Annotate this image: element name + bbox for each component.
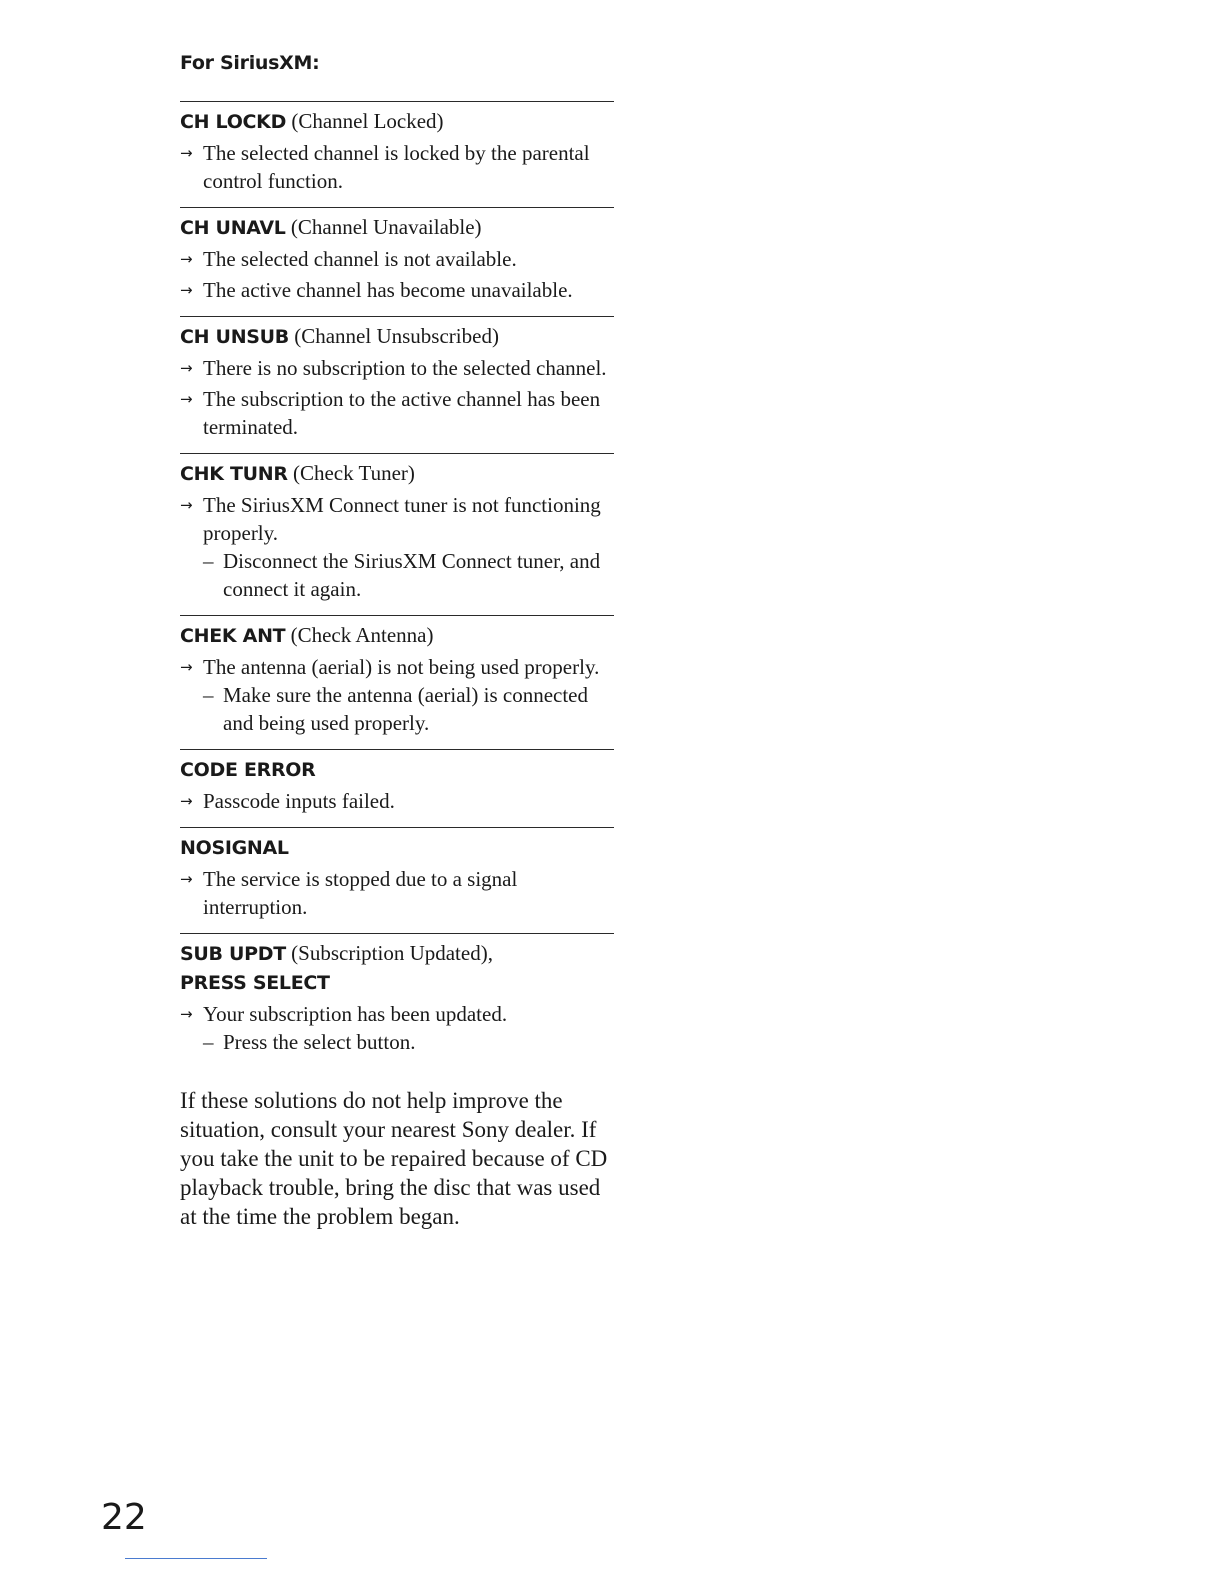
entry-title (180, 939, 614, 968)
entry-title (180, 213, 614, 242)
cause-text: Passcode inputs failed. (203, 789, 395, 813)
message-entry (180, 453, 614, 615)
remedy-item (180, 681, 614, 737)
message-meaning: (Subscription Updated), (291, 941, 493, 965)
message-entry (180, 316, 614, 453)
entry-title-line2 (180, 968, 614, 997)
message-code: CH UNAVL (180, 217, 286, 239)
remedy-text: Press the select button. (223, 1030, 416, 1054)
dash-marker: – (203, 683, 214, 707)
section-heading: For SiriusXM: (180, 52, 320, 74)
cause-item (180, 385, 614, 441)
message-entry (180, 207, 614, 316)
cause-text: The antenna (aerial) is not being used properly. (203, 655, 600, 679)
entry-title (180, 322, 614, 351)
cause-item (180, 276, 614, 304)
arrow-icon: → (180, 250, 193, 268)
cause-item (180, 139, 614, 195)
arrow-icon: → (180, 390, 193, 408)
message-entry (180, 827, 614, 933)
arrow-icon: → (180, 496, 193, 514)
remedy-text: Disconnect the SiriusXM Connect tuner, and connect it again. (223, 549, 601, 601)
message-meaning: (Channel Unavailable) (290, 215, 482, 239)
cause-item (180, 491, 614, 547)
cause-text: The selected channel is locked by the parental control function. (203, 141, 590, 193)
message-code: CHEK ANT (180, 625, 286, 647)
dash-marker: – (203, 1030, 214, 1054)
message-meaning: (Channel Locked) (291, 109, 444, 133)
entry-title (180, 621, 614, 650)
cause-item (180, 245, 614, 273)
message-entry (180, 749, 614, 827)
entry-title (180, 755, 614, 784)
dash-marker: – (203, 549, 214, 573)
cause-item (180, 865, 614, 921)
message-code: CH LOCKD (180, 111, 287, 133)
arrow-icon: → (180, 1005, 193, 1023)
remedy-item (180, 547, 614, 603)
arrow-icon: → (180, 792, 193, 810)
message-entry (180, 933, 614, 1068)
message-meaning: (Channel Unsubscribed) (294, 324, 499, 348)
arrow-icon: → (180, 281, 193, 299)
entry-title (180, 107, 614, 136)
cause-text: The active channel has become unavailable. (203, 278, 573, 302)
message-entry (180, 101, 614, 207)
cause-item (180, 1000, 614, 1028)
cause-text: The service is stopped due to a signal interruption. (203, 867, 518, 919)
message-code: CH UNSUB (180, 326, 289, 348)
message-meaning: (Check Tuner) (292, 461, 415, 485)
cause-text: Your subscription has been updated. (203, 1002, 508, 1026)
closing-paragraph: If these solutions do not help improve the situation, consult your nearest Sony dealer. If you take the unit to be repaired because of CD playback trouble, bring the disc that was used at the time the problem began. (180, 1088, 608, 1229)
cause-text: The subscription to the active channel has been terminated. (203, 387, 601, 439)
entry-title (180, 833, 614, 862)
remedy-text: Make sure the antenna (aerial) is connected and being used properly. (223, 683, 588, 735)
arrow-icon: → (180, 359, 193, 377)
cause-item (180, 787, 614, 815)
cause-item (180, 354, 614, 382)
content-column (180, 52, 614, 1231)
remedy-item (180, 1028, 614, 1056)
cause-item (180, 653, 614, 681)
arrow-icon: → (180, 870, 193, 888)
message-code: CHK TUNR (180, 463, 288, 485)
message-code: CODE ERROR (180, 759, 316, 781)
message-code-secondary: PRESS SELECT (180, 972, 330, 994)
message-entry (180, 615, 614, 749)
cause-text: The selected channel is not available. (203, 247, 517, 271)
entry-title (180, 459, 614, 488)
arrow-icon: → (180, 658, 193, 676)
bottom-rule (125, 1558, 267, 1559)
arrow-icon: → (180, 144, 193, 162)
cause-text: The SiriusXM Connect tuner is not functioning properly. (203, 493, 601, 545)
message-code: SUB UPDT (180, 943, 286, 965)
cause-text: There is no subscription to the selected channel. (203, 356, 607, 380)
message-meaning: (Check Antenna) (290, 623, 434, 647)
message-code: NOSIGNAL (180, 837, 289, 859)
page-number: 22 (101, 1497, 147, 1538)
